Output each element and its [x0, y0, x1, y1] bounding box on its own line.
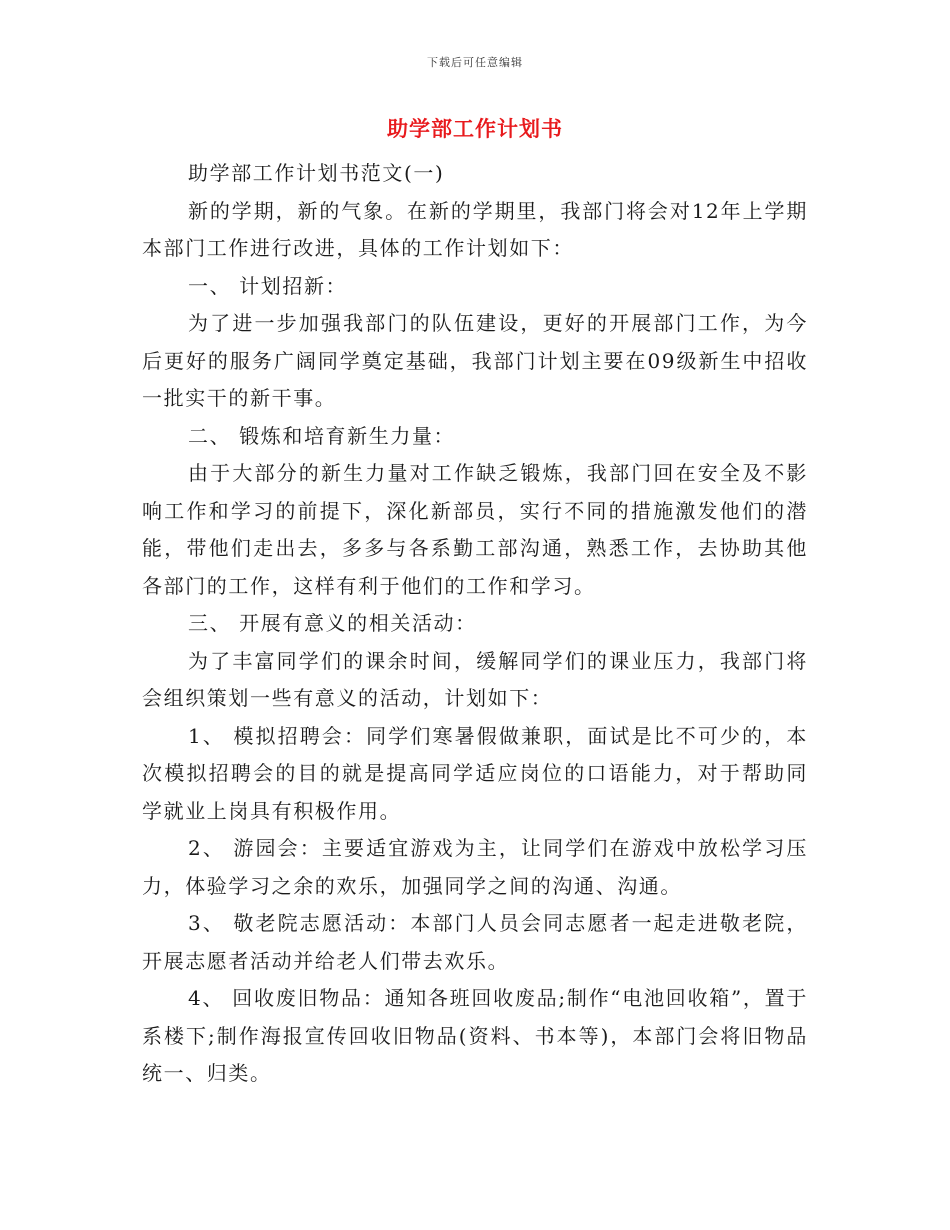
- section-heading-activities: 三、 开展有意义的相关活动：: [188, 611, 477, 635]
- paragraph-subtitle: 助学部工作计划书范文(一): [188, 161, 445, 185]
- document-body: [142, 155, 808, 1093]
- section-heading-recruitment: 一、 计划招新：: [188, 273, 348, 298]
- list-item-recycling: 4、 回收废旧物品：通知各班回收废品;制作“电池回收箱”，置于系楼下;制作海报宣传回收旧物品(资料、书本等)，本部门会将旧物品统一、归类。: [142, 986, 808, 1085]
- list-item-job-fair: 1、 模拟招聘会：同学们寒暑假做兼职，面试是比不可少的，本次模拟招聘会的目的就是提高同学适应岗位的口语能力，对于帮助同学就业上岗具有积极作用。: [142, 723, 808, 823]
- paragraph-training: 由于大部分的新生力量对工作缺乏锻炼，我部门回在安全及不影响工作和学习的前提下，深化新部员，实行不同的措施激发他们的潜能，带他们走出去，多多与各系勤工部沟通，熟悉工作，去协助其他各部门的工作，这样有利于他们的工作和学习。: [142, 461, 808, 598]
- list-item-garden-party: 2、 游园会：主要适宜游戏为主，让同学们在游戏中放松学习压力，体验学习之余的欢乐，加强同学之间的沟通、沟通。: [142, 836, 808, 898]
- paragraph-intro: 新的学期，新的气象。在新的学期里，我部门将会对12年上学期本部门工作进行改进，具体的工作计划如下：: [142, 198, 808, 260]
- list-item-volunteer: 3、 敬老院志愿活动：本部门人员会同志愿者一起走进敬老院，开展志愿者活动并给老人们带去欢乐。: [142, 911, 808, 973]
- paragraph-activities: 为了丰富同学们的课余时间，缓解同学们的课业压力，我部门将会组织策划一些有意义的活动，计划如下：: [142, 648, 808, 710]
- document-title: 助学部工作计划书: [387, 116, 563, 141]
- header-note: 下载后可任意编辑: [427, 56, 523, 69]
- paragraph-recruitment: 为了进一步加强我部门的队伍建设，更好的开展部门工作，为今后更好的服务广阔同学奠定基础，我部门计划主要在09级新生中招收一批实干的新干事。: [142, 311, 808, 410]
- section-heading-training: 二、 锻炼和培育新生力量：: [188, 423, 456, 448]
